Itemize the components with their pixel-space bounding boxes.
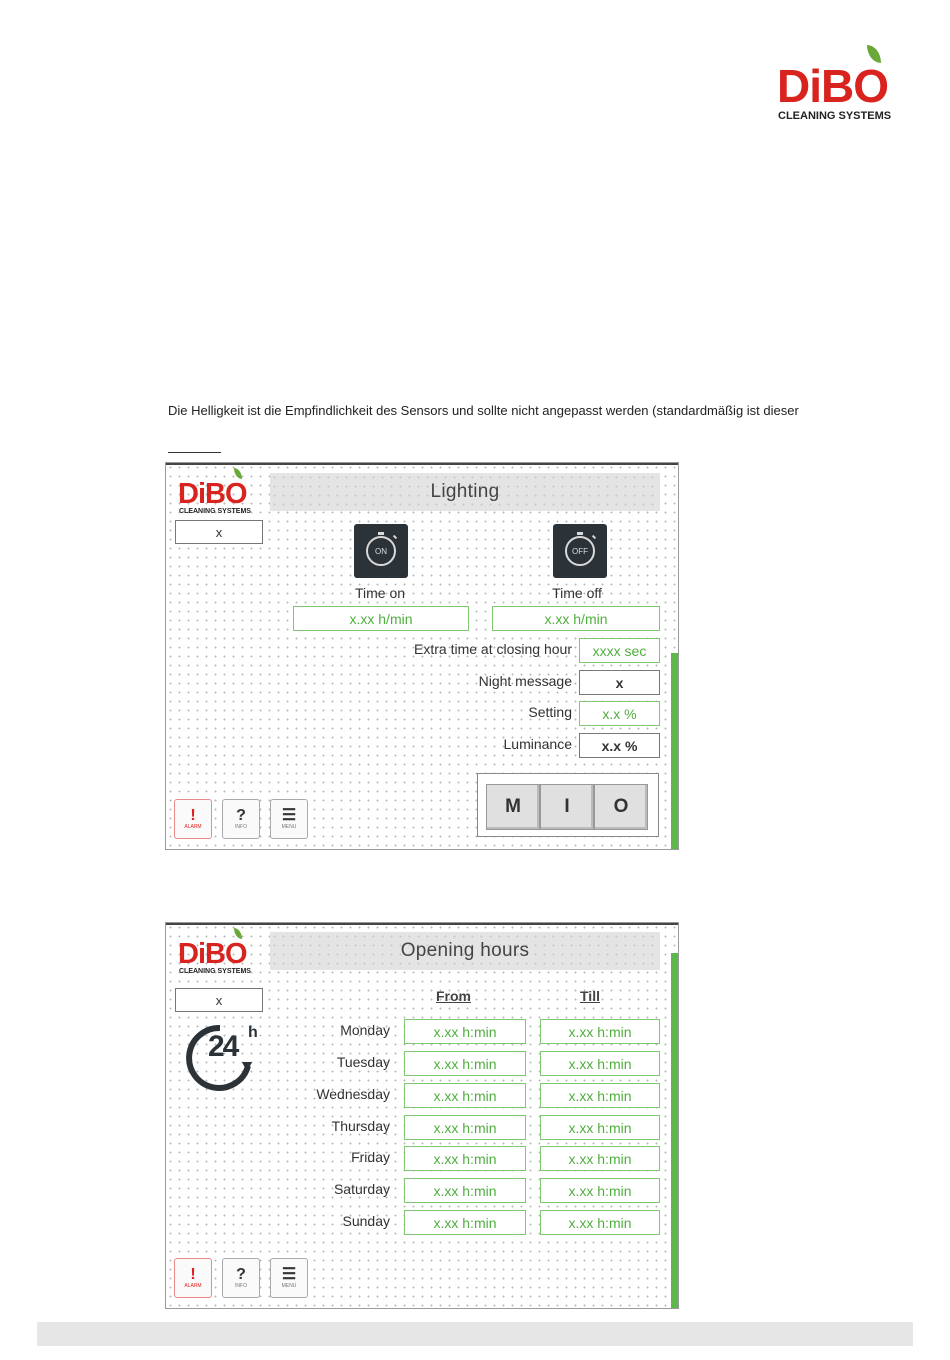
panel-green-accent: [671, 953, 678, 1308]
extra-time-label: Extra time at closing hour: [414, 641, 572, 657]
logo-wordmark: DiBO: [777, 60, 888, 112]
lighting-logo: [176, 468, 266, 516]
lighting-title: Lighting: [270, 473, 660, 511]
from-field[interactable]: x.xx h:min: [404, 1210, 526, 1235]
till-column-header: Till: [580, 988, 600, 1004]
menu-button[interactable]: ☰ MENU: [270, 1258, 308, 1298]
time-on-button[interactable]: [354, 524, 408, 578]
page-footer-bar: [37, 1322, 913, 1346]
alarm-icon: !: [190, 1266, 196, 1283]
from-field[interactable]: x.xx h:min: [404, 1178, 526, 1203]
luminance-label: Luminance: [503, 736, 572, 752]
till-field[interactable]: x.xx h:min: [540, 1051, 660, 1076]
till-field[interactable]: x.xx h:min: [540, 1178, 660, 1203]
day-label: Sunday: [342, 1213, 390, 1229]
stopwatch-icon: OFF: [565, 536, 595, 566]
alarm-button[interactable]: ! ALARM: [174, 799, 212, 839]
till-field[interactable]: x.xx h:min: [540, 1019, 660, 1044]
luminance-field[interactable]: x.x %: [579, 733, 660, 758]
opening-hours-x-field[interactable]: x: [175, 988, 263, 1012]
extra-time-field[interactable]: xxxx sec: [579, 638, 660, 663]
time-on-label: Time on: [354, 585, 406, 601]
opening-hours-title: Opening hours: [270, 932, 660, 970]
logo-wordmark: DiBO: [178, 478, 247, 510]
from-field[interactable]: x.xx h:min: [404, 1146, 526, 1171]
opening-hours-logo: [176, 928, 266, 976]
header-logo: [775, 45, 915, 125]
info-button[interactable]: ? INFO: [222, 1258, 260, 1298]
from-field[interactable]: x.xx h:min: [404, 1019, 526, 1044]
alarm-button[interactable]: ! ALARM: [174, 1258, 212, 1298]
panel-green-accent: [671, 653, 678, 849]
intro-paragraph: Die Helligkeit ist die Empfindlichkeit des Sensors und sollte nicht angepasst werden (standardmäßig ist dieser: [168, 403, 799, 418]
till-field[interactable]: x.xx h:min: [540, 1210, 660, 1235]
day-label: Thursday: [331, 1118, 390, 1134]
time-off-button[interactable]: [553, 524, 607, 578]
menu-icon: ☰: [281, 807, 297, 824]
stopwatch-icon: ON: [366, 536, 396, 566]
day-label: Wednesday: [316, 1086, 390, 1102]
till-field[interactable]: x.xx h:min: [540, 1146, 660, 1171]
divider-rule: [168, 452, 221, 453]
menu-button[interactable]: ☰ MENU: [270, 799, 308, 839]
till-field[interactable]: x.xx h:min: [540, 1115, 660, 1140]
logo-tagline: CLEANING SYSTEMS: [179, 508, 251, 515]
till-field[interactable]: x.xx h:min: [540, 1083, 660, 1108]
info-button[interactable]: ? INFO: [222, 799, 260, 839]
from-field[interactable]: x.xx h:min: [404, 1051, 526, 1076]
day-label: Saturday: [333, 1181, 390, 1197]
day-label: Tuesday: [336, 1054, 390, 1070]
manual-mode-button[interactable]: M: [486, 784, 540, 830]
from-field[interactable]: x.xx h:min: [404, 1083, 526, 1108]
panel-top-border: [166, 463, 678, 465]
mode-button-group: [477, 773, 659, 837]
time-on-field[interactable]: x.xx h/min: [293, 606, 469, 631]
off-mode-button[interactable]: O: [594, 784, 648, 830]
alarm-icon: !: [190, 807, 196, 824]
time-off-field[interactable]: x.xx h/min: [492, 606, 660, 631]
night-message-field[interactable]: x: [579, 670, 660, 695]
day-label: Friday: [351, 1149, 390, 1165]
time-off-label: Time off: [552, 585, 602, 601]
24h-icon: 24 h: [180, 1020, 260, 1092]
night-message-label: Night message: [478, 673, 572, 689]
on-mode-button[interactable]: I: [540, 784, 594, 830]
setting-label: Setting: [528, 704, 572, 720]
setting-field[interactable]: x.x %: [579, 701, 660, 726]
menu-icon: ☰: [281, 1266, 297, 1283]
logo-tagline: CLEANING SYSTEMS: [179, 968, 251, 975]
logo-wordmark: DiBO: [178, 938, 247, 970]
logo-tagline: CLEANING SYSTEMS: [778, 110, 892, 122]
from-field[interactable]: x.xx h:min: [404, 1115, 526, 1140]
lighting-x-field[interactable]: x: [175, 520, 263, 544]
help-icon: ?: [236, 1266, 246, 1283]
help-icon: ?: [236, 807, 246, 824]
day-label: Monday: [340, 1022, 390, 1038]
from-column-header: From: [436, 988, 471, 1004]
panel-top-border: [166, 923, 678, 925]
